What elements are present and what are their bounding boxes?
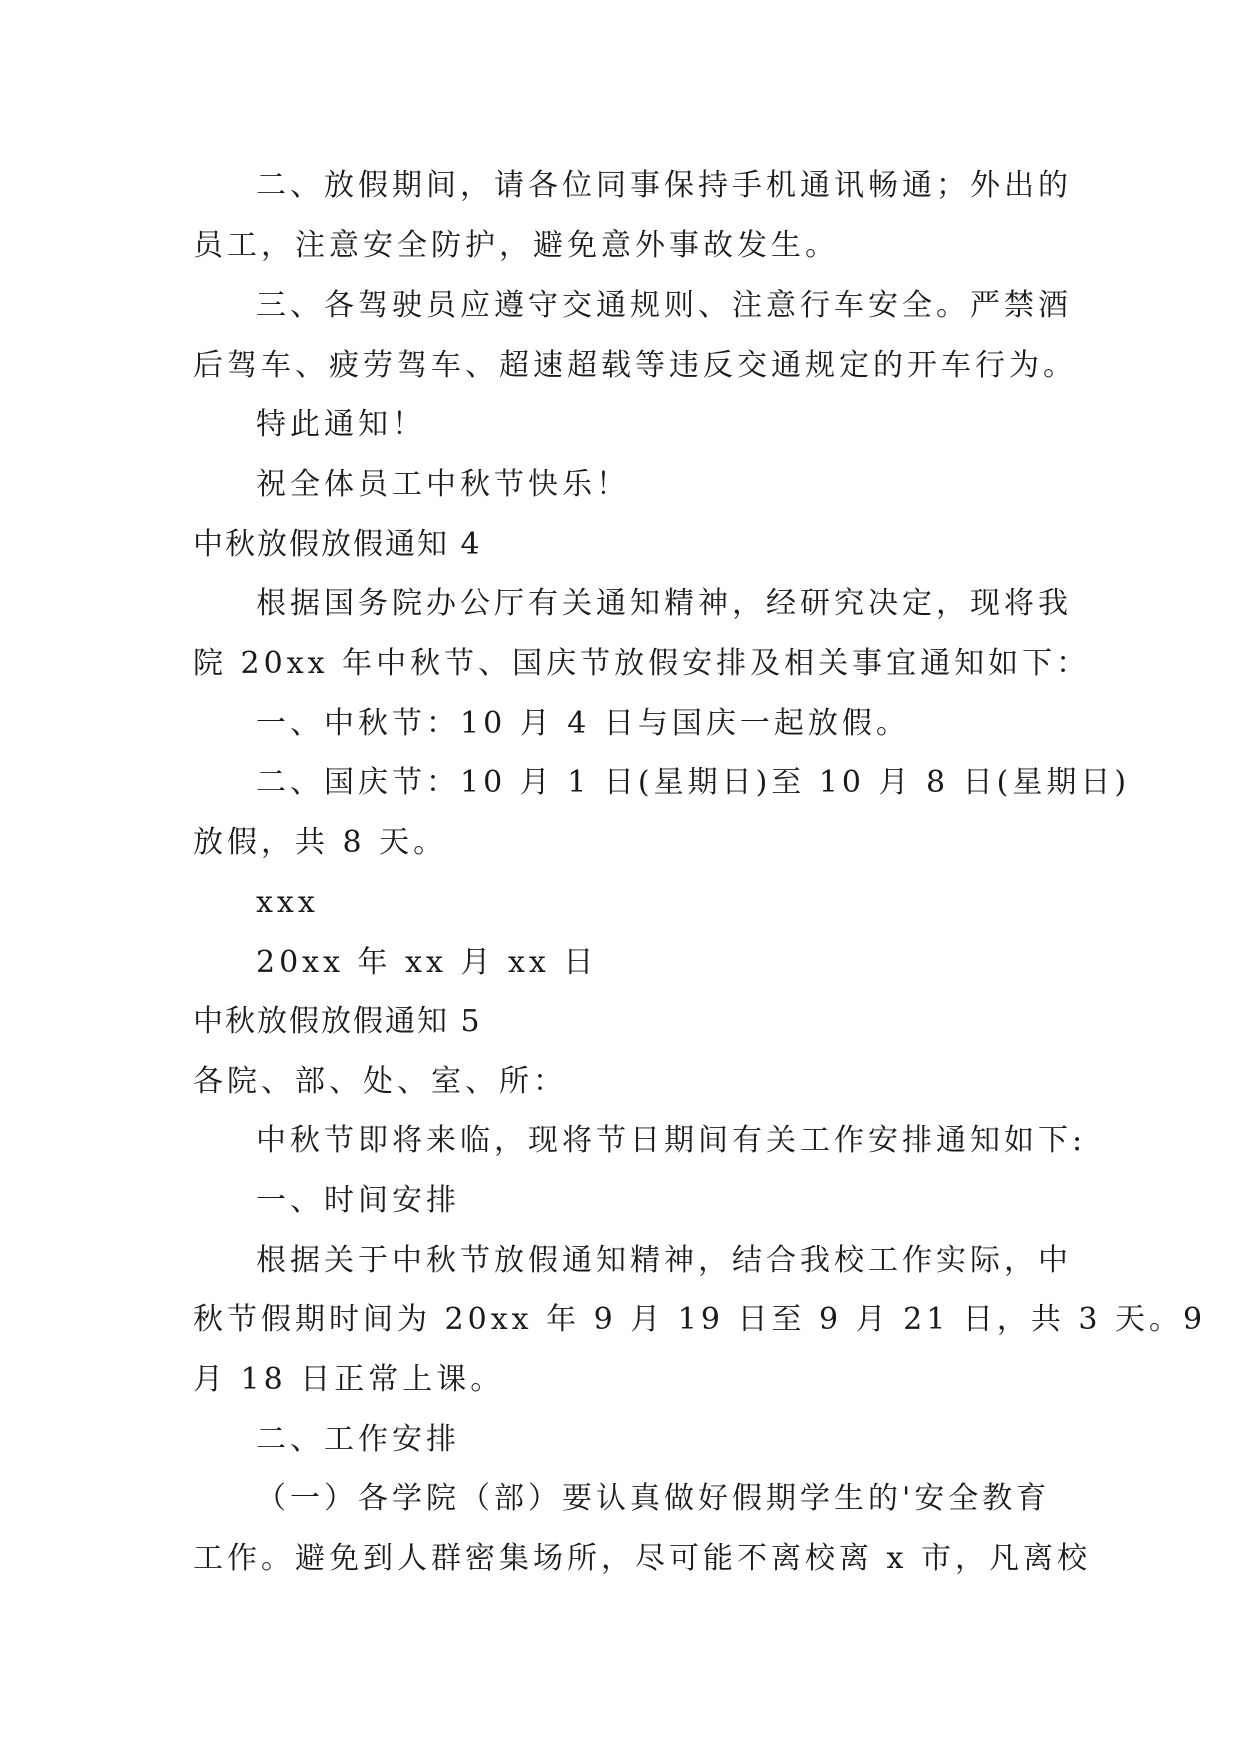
signature-name: xxx <box>256 885 319 920</box>
section-heading: 中秋放假放假通知 5 <box>193 1004 482 1039</box>
paragraph-line: 三、各驾驶员应遵守交通规则、注意行车安全。严禁酒 <box>256 288 1072 323</box>
paragraph-line: 祝全体员工中秋节快乐！ <box>256 467 630 502</box>
paragraph-line: 后驾车、疲劳驾车、超速超载等违反交通规定的开车行为。 <box>193 348 1077 383</box>
signature-date: 20xx 年 xx 月 xx 日 <box>256 945 598 980</box>
salutation: 各院、部、处、室、所： <box>193 1064 567 1099</box>
paragraph-line: （一）各学院（部）要认真做好假期学生的'安全教育 <box>256 1481 1051 1516</box>
paragraph-line: 一、中秋节：10 月 4 日与国庆一起放假。 <box>256 706 910 741</box>
subheading: 二、工作安排 <box>256 1422 460 1457</box>
paragraph-line: 月 18 日正常上课。 <box>193 1362 505 1397</box>
paragraph-line: 根据国务院办公厅有关通知精神，经研究决定，现将我 <box>256 586 1072 621</box>
paragraph-line: 根据关于中秋节放假通知精神，结合我校工作实际，中 <box>256 1243 1072 1278</box>
paragraph-line: 工作。避免到人群密集场所，尽可能不离校离 x 市，凡离校 <box>193 1541 1091 1576</box>
section-heading: 中秋放假放假通知 4 <box>193 527 482 562</box>
subheading: 一、时间安排 <box>256 1183 460 1218</box>
paragraph-line: 放假，共 8 天。 <box>193 825 448 860</box>
paragraph-line: 秋节假期时间为 20xx 年 9 月 19 日至 9 月 21 日，共 3 天。9 <box>193 1302 1207 1337</box>
paragraph-line: 特此通知！ <box>256 407 426 442</box>
paragraph-line: 二、放假期间，请各位同事保持手机通讯畅通；外出的 <box>256 168 1072 203</box>
paragraph-line: 中秋节即将来临，现将节日期间有关工作安排通知如下: <box>256 1123 1087 1158</box>
paragraph-line: 二、国庆节：10 月 1 日(星期日)至 10 月 8 日(星期日) <box>256 765 1131 800</box>
paragraph-line: 员工，注意安全防护，避免意外事故发生。 <box>193 228 839 263</box>
paragraph-line: 院 20xx 年中秋节、国庆节放假安排及相关事宜通知如下： <box>193 646 1091 681</box>
